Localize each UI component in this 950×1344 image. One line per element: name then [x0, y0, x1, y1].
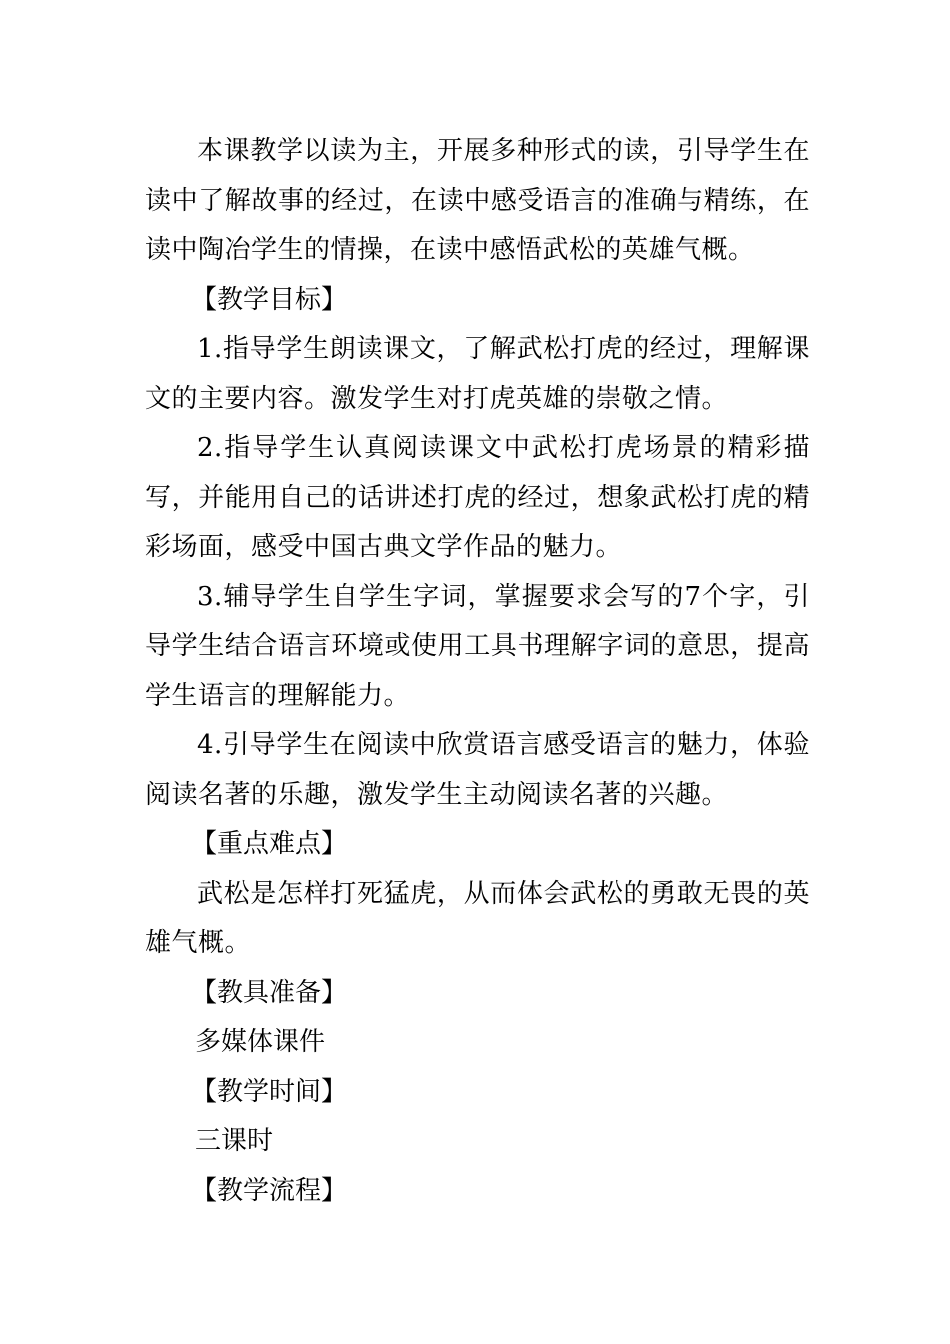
goals-heading: 【教学目标】: [191, 284, 348, 315]
goal-item-4: 4.引导学生在阅读中欣赏语言感受语言的魅力，体验阅读名著的乐趣，激发学生主动阅读名著的兴趣。: [145, 730, 810, 810]
materials-text: 多媒体课件: [195, 1027, 326, 1057]
time-text: 三课时: [195, 1126, 274, 1156]
key-points-paragraph: 武松是怎样打死猛虎，从而体会武松的勇敢无畏的英雄气概。: [145, 878, 810, 958]
time-heading: 【教学时间】: [191, 1076, 348, 1107]
process-heading: 【教学流程】: [191, 1175, 348, 1206]
goal-item-3: 3.辅导学生自学生字词，掌握要求会写的7个字，引导学生结合语言环境或使用工具书理解字词的意思，提高学生语言的理解能力。: [145, 581, 810, 711]
intro-paragraph: 本课教学以读为主，开展多种形式的读，引导学生在读中了解故事的经过，在读中感受语言的准确与精练，在读中陶冶学生的情操，在读中感悟武松的英雄气概。: [145, 136, 810, 265]
document-body: [145, 127, 810, 1216]
materials-heading: 【教具准备】: [191, 977, 348, 1008]
goal-item-1: 1.指导学生朗读课文，了解武松打虎的经过，理解课文的主要内容。激发学生对打虎英雄的崇敬之情。: [145, 334, 810, 414]
goal-item-2: 2.指导学生认真阅读课文中武松打虎场景的精彩描写，并能用自己的话讲述打虎的经过，想象武松打虎的精彩场面，感受中国古典文学作品的魅力。: [145, 433, 810, 562]
key-points-heading: 【重点难点】: [191, 829, 348, 859]
